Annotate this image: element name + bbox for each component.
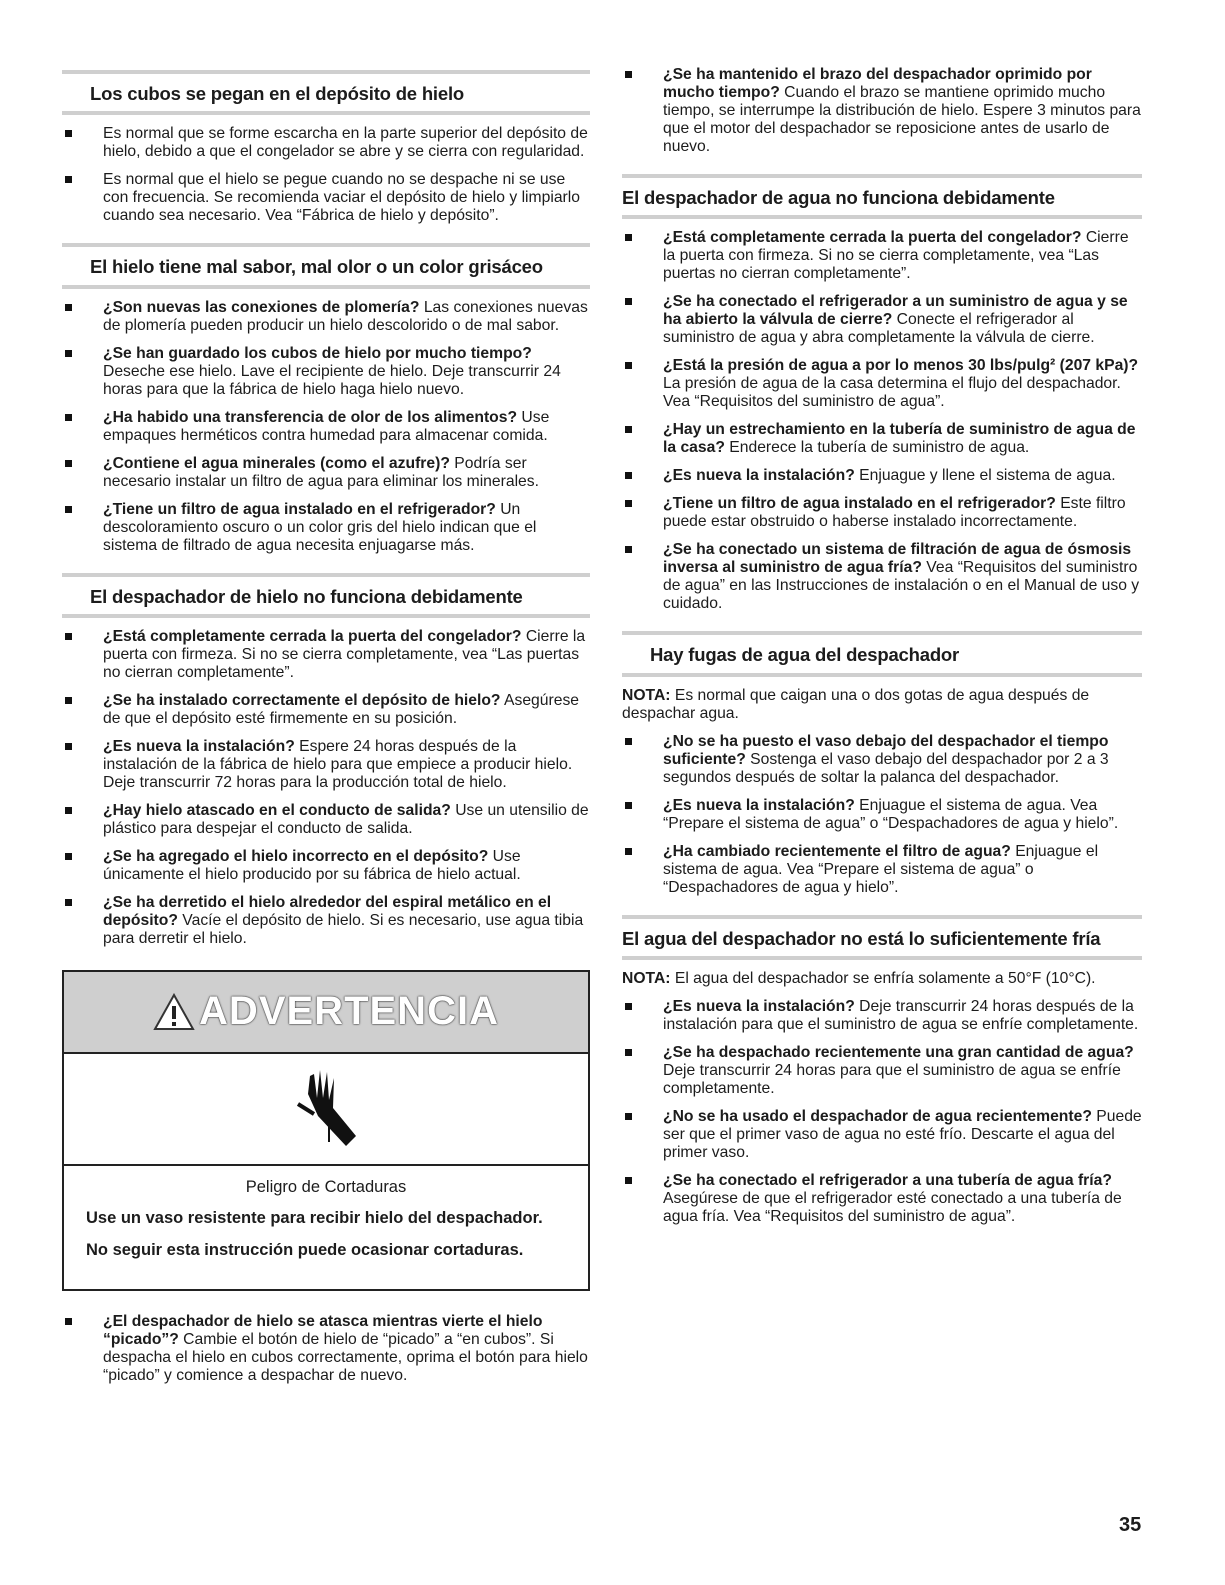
list-item [622,797,1142,833]
right-column [622,66,1142,1236]
bullet-icon [65,350,72,357]
item-question: ¿Son nuevas las conexiones de plomería? [103,298,420,316]
bullet-icon [65,460,72,467]
bullet-icon [625,1113,632,1120]
list-item [622,467,1142,485]
item-question: ¿Está completamente cerrada la puerta del congelador? [103,627,522,645]
item-question: ¿Es nueva la instalación? [663,467,855,485]
warning-title: ADVERTENCIA [199,989,499,1034]
bullet-icon [65,899,72,906]
item-question: ¿Es nueva la instalación? [663,997,855,1015]
bullet-icon [625,500,632,507]
item-text: Use un utensilio de plástico para despejar el conducto de salida. [103,801,589,837]
item-question: ¿No se ha puesto el vaso debajo del despachador el tiempo suficiente? [663,732,1109,768]
item-text: Use empaques herméticos contra humedad para almacenar comida. [103,408,550,444]
item-question: ¿No se ha usado el despachador de agua recientemente? [663,1107,1092,1125]
bullet-icon [65,697,72,704]
item-text: Enjuague el sistema de agua. Vea “Prepare el sistema de agua” o “Despachadores de agua y hielo”. [663,842,1099,896]
warning-header [64,972,588,1054]
item-text: Podría ser necesario instalar un filtro de agua para eliminar los minerales. [103,454,539,490]
item-text: Asegúrese de que el depósito esté firmemente en su posición. [103,691,580,727]
item-question: ¿Se han guardado los cubos de hielo por mucho tiempo? [103,344,532,362]
list-item [62,299,590,335]
note-label: NOTA: [622,969,671,987]
item-question: ¿Se ha conectado el refrigerador a un suministro de agua y se ha abierto la válvula de cierre? [663,293,1128,329]
list-item [622,229,1142,283]
bullet-icon [65,506,72,513]
item-list [62,628,590,948]
item-question: ¿Está la presión de agua a por lo menos 30 lbs/pulg² (207 kPa)? [663,357,1139,375]
list-item [62,171,590,225]
bullet-icon [625,1049,632,1056]
item-question: ¿Es nueva la instalación? [103,737,295,755]
item-question: ¿Se ha derretido el hielo alrededor del espiral metálico en el depósito? [103,893,552,929]
bullet-icon [625,234,632,241]
list-item [622,495,1142,531]
item-question: ¿Tiene un filtro de agua instalado en el refrigerador? [663,495,1056,513]
item-list [622,733,1142,897]
section-heading: El despachador de agua no funciona debidamente [622,174,1142,219]
item-text: Enjuague y llene el sistema de agua. [854,467,1116,485]
item-text: Asegúrese de que el refrigerador esté conectado a una tubería de agua fría. Vea “Requisitos del suministro de agua”. [663,1189,1122,1225]
list-item [62,501,590,555]
cut-hazard-hand-icon [276,1064,376,1154]
item-text: Sostenga el vaso debajo del despachador por 2 a 3 segundos después de soltar la palanca del despachador. [663,750,1109,786]
bullet-icon [625,802,632,809]
item-text: Es normal que el hielo se pegue cuando no se despache ni se use con frecuencia. Se recomienda vaciar el depósito de hielo y limpiarlo cuando sea necesario. Vea “Fábrica de hielo y depósito”. [103,171,580,225]
section-heading: El hielo tiene mal sabor, mal olor o un color grisáceo [62,243,590,288]
list-item [622,293,1142,347]
item-question: ¿Ha cambiado recientemente el filtro de agua? [663,842,1011,860]
list-item [622,66,1142,156]
bullet-icon [625,362,632,369]
item-text: Vacíe el depósito de hielo. Si es necesario, use agua tibia para derretir el hielo. [103,911,584,947]
bullet-icon [65,807,72,814]
bullet-icon [625,426,632,433]
bullet-icon [625,848,632,855]
bullet-icon [65,414,72,421]
list-item [622,1108,1142,1162]
section-heading: Los cubos se pegan en el depósito de hielo [62,70,590,115]
item-text: Cuando el brazo se mantiene oprimido mucho tiempo, se interrumpe la distribución de hielo. Espere 3 minutos para que el motor del despachador se reposicione antes de usarlo de nuevo. [663,84,1141,155]
section-heading: El despachador de hielo no funciona debidamente [62,573,590,618]
item-question: ¿Está completamente cerrada la puerta del congelador? [663,229,1082,247]
item-text: Vea “Requisitos del suministro de agua” en las Instrucciones de instalación o en el Manual de uso y cuidado. [663,559,1140,613]
list-item [622,733,1142,787]
warning-body [64,1166,588,1289]
item-text: Conecte el refrigerador al suministro de agua y abra completamente la válvula de cierre. [663,311,1095,347]
item-list [62,125,590,225]
list-item [622,357,1142,411]
item-question: ¿Se ha agregado el hielo incorrecto en el depósito? [103,847,489,865]
item-list [62,299,590,555]
item-question: ¿Se ha mantenido el brazo del despachador oprimido por mucho tiempo? [663,66,1092,101]
bullet-icon [65,130,72,137]
item-text: Este filtro puede estar obstruido o haberse instalado incorrectamente. [663,495,1126,531]
bullet-icon [625,546,632,553]
list-item [622,541,1142,613]
bullet-icon [625,1177,632,1184]
hazard-title: Peligro de Cortaduras [245,1177,407,1196]
section-heading: Hay fugas de agua del despachador [622,631,1142,676]
item-text: Un descoloramiento oscuro o un color gris del hielo indican que el sistema de filtrado de agua necesita enjuagarse más. [103,500,537,554]
item-text: Deje transcurrir 24 horas para que el suministro de agua se enfríe completamente. [663,1061,1121,1097]
warning-line: Use un vaso resistente para recibir hielo del despachador. [86,1208,543,1227]
bullet-icon [65,1318,72,1325]
item-text: Puede ser que el primer vaso de agua no esté frío. Descarte el agua del primer vaso. [663,1107,1142,1161]
list-item [62,802,590,838]
item-text: Espere 24 horas después de la instalación de la fábrica de hielo para que empiece a producir hielo. Deje transcurrir 72 horas para la producción total de hielo. [103,737,573,791]
list-item [622,1044,1142,1098]
list-item [62,345,590,399]
item-text: Cambie el botón de hielo de “picado” a “en cubos”. Si despacha el hielo en cubos correctamente, oprima el botón para hielo “picado” y comience a despachar de nuevo. [103,1330,588,1384]
bullet-icon [625,738,632,745]
item-text: Cierre la puerta con firmeza. Si no se cierra completamente, vea “Las puertas no cierran completamente”. [663,229,1129,283]
item-text: Las conexiones nuevas de plomería pueden producir un hielo descolorido o de mal sabor. [103,298,588,334]
list-item [62,628,590,682]
bullet-icon [65,633,72,640]
note [622,970,1142,988]
item-question: ¿Se ha instalado correctamente el depósito de hielo? [103,691,501,709]
item-question: ¿Hay hielo atascado en el conducto de salida? [103,801,451,819]
bullet-icon [625,1003,632,1010]
bullet-icon [65,304,72,311]
list-item [62,1313,590,1385]
warning-box [62,970,590,1291]
item-text: Es normal que se forme escarcha en la parte superior del depósito de hielo, debido a que el congelador se abre y se cierra con regularidad. [103,125,588,161]
note [622,687,1142,723]
item-question: ¿Se ha despachado recientemente una gran cantidad de agua? [663,1043,1134,1061]
item-question: ¿Se ha conectado un sistema de filtración de agua de ósmosis inversa al suministro de agua fría? [663,541,1132,577]
item-text: Deje transcurrir 24 horas después de la instalación para que el suministro de agua se enfríe completamente. [663,997,1139,1033]
list-item [622,843,1142,897]
list-item [622,421,1142,457]
list-item [62,455,590,491]
item-list [62,1313,590,1385]
item-text: Enderece la tubería de suministro de agua. [724,439,1030,457]
item-question: ¿Ha habido una transferencia de olor de los alimentos? [103,408,518,426]
left-column [62,70,590,1395]
item-list [622,229,1142,613]
bullet-icon [625,71,632,78]
list-item [62,848,590,884]
note-label: NOTA: [622,686,671,704]
warning-triangle-icon [153,993,195,1031]
item-question: ¿Contiene el agua minerales (como el azufre)? [103,454,450,472]
page-number: 35 [1119,1514,1142,1536]
bullet-icon [625,472,632,479]
item-question: ¿Se ha conectado el refrigerador a una tubería de agua fría? [663,1171,1112,1189]
list-item [622,1172,1142,1226]
bullet-icon [65,176,72,183]
hazard-icon-area [64,1054,588,1166]
warning-line: No seguir esta instrucción puede ocasionar cortaduras. [86,1240,524,1259]
section-heading: El agua del despachador no está lo suficientemente fría [622,915,1142,960]
item-text: Deseche ese hielo. Lave el recipiente de hielo. Deje transcurrir 24 horas para que la fábrica de hielo haga hielo nuevo. [103,362,561,398]
item-text: Enjuague el sistema de agua. Vea “Prepare el sistema de agua” o “Despachadores de agua y hielo”. [663,796,1119,832]
item-question: ¿Hay un estrechamiento en la tubería de suministro de agua de la casa? [663,421,1136,457]
item-text: Use únicamente el hielo producido por su fábrica de hielo actual. [103,847,521,883]
list-item [62,692,590,728]
item-question: ¿Tiene un filtro de agua instalado en el refrigerador? [103,500,496,518]
note-text: El agua del despachador se enfría solamente a 50°F (10°C). [670,969,1096,987]
bullet-icon [65,853,72,860]
item-question: ¿El despachador de hielo se atasca mientras vierte el hielo “picado”? [103,1312,543,1348]
item-question: ¿Es nueva la instalación? [663,796,855,814]
list-item [62,894,590,948]
item-list [622,998,1142,1226]
bullet-icon [625,298,632,305]
item-list [622,66,1142,156]
list-item [62,409,590,445]
bullet-icon [65,743,72,750]
item-text: La presión de agua de la casa determina el flujo del despachador. Vea “Requisitos del suministro de agua”. [663,375,1121,411]
list-item [622,998,1142,1034]
list-item [62,125,590,161]
list-item [62,738,590,792]
note-text: Es normal que caigan una o dos gotas de agua después de despachar agua. [622,686,1090,722]
item-text: Cierre la puerta con firmeza. Si no se cierra completamente, vea “Las puertas no cierran completamente”. [103,627,586,681]
